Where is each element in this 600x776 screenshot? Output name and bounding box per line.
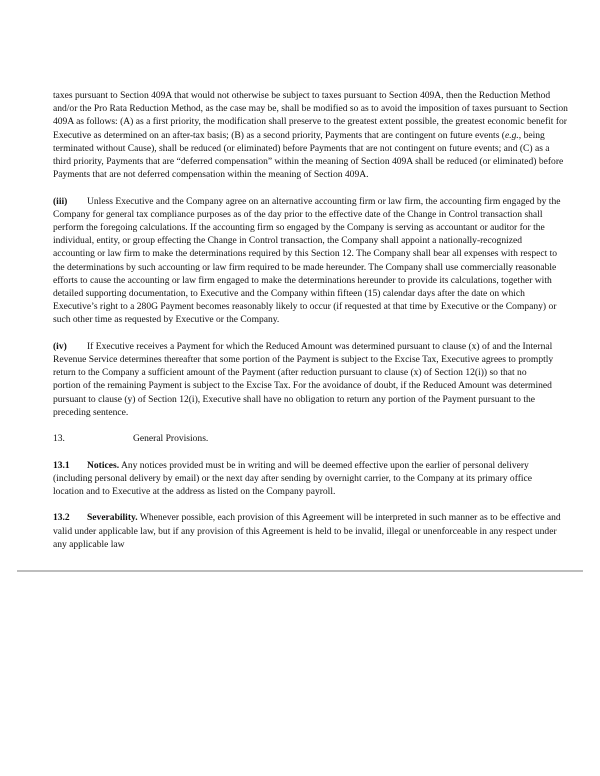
text-line: perform the foregoing calculations. If the accounting firm so engaged by the Company is serving as accountant or auditor for the <box>53 222 545 234</box>
text-line: valid under applicable law, but if any provision of this Agreement is held to be invalid, illegal or unenforceable in any respect under <box>53 525 557 537</box>
text-segment: Executive as determined on an after-tax basis; (B) as a second priority, Payments that are contingent on future events ( <box>53 129 505 141</box>
text-line: pursuant to clause (y) of Section 12(i), Executive shall have no obligation to return any portion of the Payment pursuant to the <box>53 393 536 405</box>
text-line: individual, entity, or group effecting the Change in Control transaction, the Company shall appoint a nationally-recognized <box>53 235 523 247</box>
clause-heading: Notices. <box>87 459 120 471</box>
text-line: terminated without Cause), shall be reduced (or eliminated) before Payments that are not contingent on future events; and (C) as a <box>53 142 550 154</box>
text-line: any applicable law <box>53 538 125 550</box>
text-line <box>53 195 565 208</box>
text-line: Company for general tax compliance purposes as of the day prior to the effective date of the Change in Control transaction shall <box>53 208 543 220</box>
text-segment: Any notices provided must be in writing and will be deemed effective upon the earlier of personal delivery <box>120 459 529 471</box>
text-line: third priority, Payments that are “deferred compensation” within the meaning of Section 409A shall be reduced (or eliminated) before <box>53 156 564 168</box>
section-number: 13. <box>53 433 65 445</box>
clause-number: 13.1 <box>53 459 70 471</box>
paragraph-iii-accounting-firm <box>53 195 565 327</box>
italic-eg: e.g. <box>505 129 519 141</box>
clause-number: (iii) <box>53 195 68 207</box>
document-page <box>53 89 568 564</box>
text-line: Revenue Service determines thereafter that some portion of the Payment is subject to the Excise Tax, Executive agrees to promptly <box>53 354 554 366</box>
text-segment: If Executive receives a Payment for which the Reduced Amount was determined pursuant to clause (x) of and the Internal <box>87 340 553 352</box>
paragraph-13-1-notices <box>53 459 565 499</box>
clause-number: (iv) <box>53 340 67 352</box>
text-line: and/or the Pro Rata Reduction Method, as the case may be, shall be modified so as to avoid the imposition of taxes pursuant to Section <box>53 103 568 115</box>
text-line: preceding sentence. <box>53 406 129 418</box>
paragraph-iv-repayment <box>53 340 565 419</box>
text-line <box>53 459 565 472</box>
paragraph-409a-reduction <box>53 89 568 181</box>
section-title: General Provisions. <box>133 433 209 445</box>
text-line: return to the Company a sufficient amount of the Payment (after reduction pursuant to clause (x) of Section 12(i)) so that no <box>53 367 527 379</box>
page-divider <box>17 570 583 572</box>
text-segment: Unless Executive and the Company agree on an alternative accounting firm or law firm, the accounting firm engaged by the <box>87 195 561 207</box>
text-line: 409A as follows: (A) as a first priority, the modification shall preserve to the greatest extent possible, the greatest economic benefit for <box>53 116 567 128</box>
text-line <box>53 432 565 445</box>
text-line <box>53 511 565 524</box>
section-13-heading <box>53 432 565 445</box>
text-line: accounting or law firm to make the determinations required by this Section 12. The Company shall bear all expenses with respect to <box>53 248 558 260</box>
text-line: efforts to cause the accounting or law firm engaged to make the determinations hereunder to provide its calculations, together with <box>53 274 552 286</box>
text-line: Payments that are not deferred compensation within the meaning of Section 409A. <box>53 169 369 181</box>
text-segment: , being <box>518 129 545 141</box>
text-line: such other time as requested by Executive or the Company. <box>53 314 280 326</box>
text-line: portion of the remaining Payment is subject to the Excise Tax. For the avoidance of doubt, if the Reduced Amount was determined <box>53 380 552 392</box>
clause-heading: Severability. <box>87 512 138 524</box>
text-line <box>53 340 565 353</box>
clause-number: 13.2 <box>53 512 70 524</box>
text-line: (including personal delivery by email) or the next day after sending by overnight carrier, to the Company at its primary office <box>53 472 533 484</box>
text-segment: Whenever possible, each provision of this Agreement will be interpreted in such manner as to be effective and <box>139 512 561 524</box>
text-line: Executive’s right to a 280G Payment becomes reasonably likely to occur (if requested at that time by Executive or the Company) or <box>53 301 557 313</box>
paragraph-13-2-severability <box>53 511 565 551</box>
text-line: location and to Executive at the address as listed on the Company payroll. <box>53 486 336 498</box>
text-line: detailed supporting documentation, to Executive and the Company within fifteen (15) calendar days after the date on which <box>53 288 525 300</box>
text-line: taxes pursuant to Section 409A that would not otherwise be subject to taxes pursuant to Section 409A, then the Reduction Method <box>53 90 551 101</box>
text-line <box>53 129 565 142</box>
text-line: the determinations by such accounting or law firm required to be made hereunder. The Company shall use commercially reasonable <box>53 261 557 273</box>
